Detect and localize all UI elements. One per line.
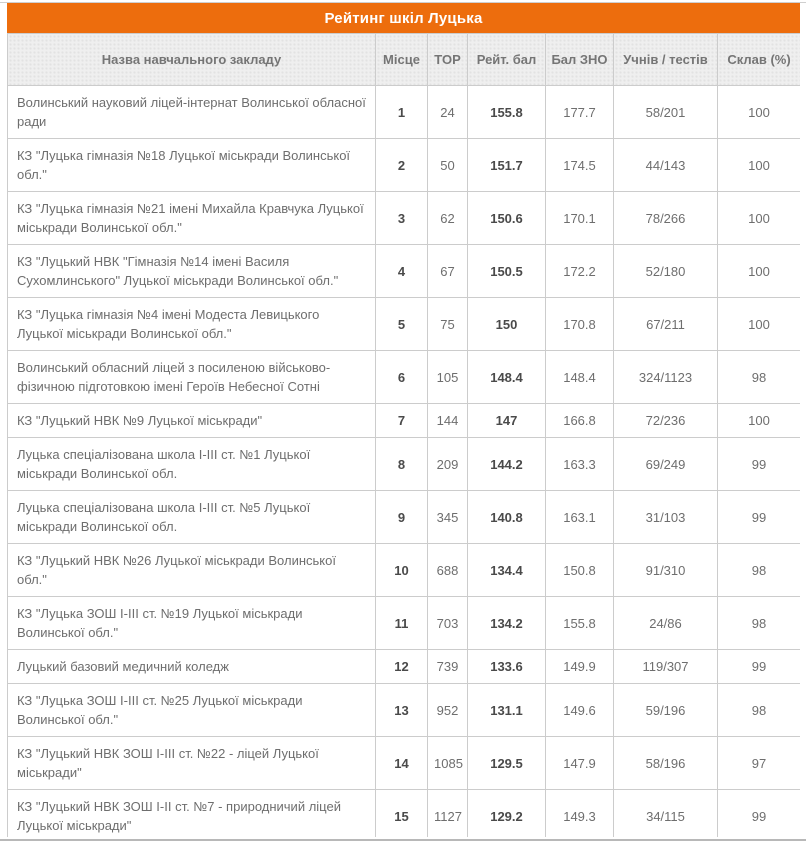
cell-zno: 170.8 <box>546 298 614 351</box>
cell-name: КЗ "Луцька ЗОШ I-III ст. №25 Луцької міськради Волинської обл." <box>8 684 376 737</box>
cell-name: КЗ "Луцька гімназія №4 імені Модеста Левицького Луцької міськради Волинської обл." <box>8 298 376 351</box>
cell-students: 91/310 <box>614 544 718 597</box>
cell-passed: 99 <box>718 650 801 684</box>
cell-rating: 155.8 <box>468 86 546 139</box>
column-header-zno: Бал ЗНО <box>546 34 614 86</box>
cell-rating: 150.6 <box>468 192 546 245</box>
cell-passed: 100 <box>718 86 801 139</box>
table-row <box>8 404 801 438</box>
cell-top: 50 <box>428 139 468 192</box>
cell-students: 119/307 <box>614 650 718 684</box>
table-row <box>8 245 801 298</box>
cell-students: 59/196 <box>614 684 718 737</box>
cell-students: 72/236 <box>614 404 718 438</box>
cell-place: 1 <box>376 86 428 139</box>
cell-zno: 149.9 <box>546 650 614 684</box>
cell-zno: 163.3 <box>546 438 614 491</box>
cell-place: 4 <box>376 245 428 298</box>
cell-top: 75 <box>428 298 468 351</box>
cell-rating: 150 <box>468 298 546 351</box>
ranking-table-container <box>7 3 800 837</box>
cell-top: 24 <box>428 86 468 139</box>
table-row <box>8 684 801 737</box>
cell-zno: 155.8 <box>546 597 614 650</box>
table-row <box>8 491 801 544</box>
table-row <box>8 544 801 597</box>
cell-top: 1085 <box>428 737 468 790</box>
cell-passed: 100 <box>718 298 801 351</box>
cell-top: 144 <box>428 404 468 438</box>
cell-place: 8 <box>376 438 428 491</box>
cell-place: 10 <box>376 544 428 597</box>
column-header-passed: Склав (%) <box>718 34 801 86</box>
table-row <box>8 192 801 245</box>
cell-students: 67/211 <box>614 298 718 351</box>
cell-name: КЗ "Луцький НВК ЗОШ I-II ст. №7 - природничий ліцей Луцької міськради" <box>8 790 376 838</box>
header-row <box>8 34 801 86</box>
cell-name: КЗ "Луцька гімназія №21 імені Михайла Кравчука Луцької міськради Волинської обл." <box>8 192 376 245</box>
cell-name: КЗ "Луцький НВК ЗОШ I-III ст. №22 - ліцей Луцької міськради" <box>8 737 376 790</box>
cell-place: 15 <box>376 790 428 838</box>
table-row <box>8 351 801 404</box>
cell-place: 2 <box>376 139 428 192</box>
cell-passed: 100 <box>718 192 801 245</box>
cell-name: КЗ "Луцька ЗОШ I-III ст. №19 Луцької міськради Волинської обл." <box>8 597 376 650</box>
table-row <box>8 650 801 684</box>
cell-students: 69/249 <box>614 438 718 491</box>
cell-rating: 150.5 <box>468 245 546 298</box>
cell-students: 58/196 <box>614 737 718 790</box>
cell-name: КЗ "Луцький НВК №26 Луцької міськради Волинської обл." <box>8 544 376 597</box>
cell-passed: 98 <box>718 597 801 650</box>
cell-passed: 98 <box>718 684 801 737</box>
cell-name: Луцький базовий медичний коледж <box>8 650 376 684</box>
cell-name: Луцька спеціалізована школа I-III ст. №5 Луцької міськради Волинської обл. <box>8 491 376 544</box>
cell-zno: 170.1 <box>546 192 614 245</box>
cell-passed: 98 <box>718 544 801 597</box>
cell-zno: 149.6 <box>546 684 614 737</box>
cell-name: КЗ "Луцький НВК "Гімназія №14 імені Василя Сухомлинського" Луцької міськради Волинської обл." <box>8 245 376 298</box>
cell-top: 105 <box>428 351 468 404</box>
cell-place: 12 <box>376 650 428 684</box>
cell-place: 9 <box>376 491 428 544</box>
table-row <box>8 298 801 351</box>
cell-name: Волинський науковий ліцей-інтернат Волинської обласної ради <box>8 86 376 139</box>
column-header-top: TOP <box>428 34 468 86</box>
table-row <box>8 438 801 491</box>
table-row <box>8 86 801 139</box>
cell-passed: 99 <box>718 491 801 544</box>
cell-zno: 174.5 <box>546 139 614 192</box>
page-bottom-divider <box>0 839 806 841</box>
cell-top: 739 <box>428 650 468 684</box>
cell-passed: 97 <box>718 737 801 790</box>
cell-students: 44/143 <box>614 139 718 192</box>
table-row <box>8 737 801 790</box>
cell-rating: 140.8 <box>468 491 546 544</box>
cell-place: 7 <box>376 404 428 438</box>
cell-rating: 134.2 <box>468 597 546 650</box>
table-title: Рейтинг шкіл Луцька <box>7 3 800 33</box>
cell-place: 14 <box>376 737 428 790</box>
cell-passed: 100 <box>718 245 801 298</box>
cell-rating: 144.2 <box>468 438 546 491</box>
cell-name: Луцька спеціалізована школа I-III ст. №1 Луцької міськради Волинської обл. <box>8 438 376 491</box>
cell-top: 345 <box>428 491 468 544</box>
cell-top: 1127 <box>428 790 468 838</box>
cell-rating: 134.4 <box>468 544 546 597</box>
column-header-name: Назва навчального закладу <box>8 34 376 86</box>
cell-students: 34/115 <box>614 790 718 838</box>
cell-place: 5 <box>376 298 428 351</box>
table-body <box>8 86 801 838</box>
table-row <box>8 790 801 838</box>
cell-zno: 177.7 <box>546 86 614 139</box>
cell-passed: 100 <box>718 139 801 192</box>
cell-rating: 129.2 <box>468 790 546 838</box>
cell-rating: 151.7 <box>468 139 546 192</box>
cell-zno: 172.2 <box>546 245 614 298</box>
cell-top: 209 <box>428 438 468 491</box>
cell-passed: 100 <box>718 404 801 438</box>
cell-students: 24/86 <box>614 597 718 650</box>
cell-name: КЗ "Луцький НВК №9 Луцької міськради" <box>8 404 376 438</box>
cell-place: 3 <box>376 192 428 245</box>
cell-rating: 131.1 <box>468 684 546 737</box>
cell-place: 6 <box>376 351 428 404</box>
cell-top: 688 <box>428 544 468 597</box>
cell-students: 58/201 <box>614 86 718 139</box>
cell-rating: 129.5 <box>468 737 546 790</box>
cell-zno: 163.1 <box>546 491 614 544</box>
cell-students: 78/266 <box>614 192 718 245</box>
cell-passed: 99 <box>718 790 801 838</box>
schools-ranking-table <box>7 33 800 837</box>
cell-students: 31/103 <box>614 491 718 544</box>
column-header-students: Учнів / тестів <box>614 34 718 86</box>
cell-name: Волинський обласний ліцей з посиленою військово-фізичною підготовкою імені Героїв Небесної Сотні <box>8 351 376 404</box>
table-row <box>8 139 801 192</box>
cell-rating: 133.6 <box>468 650 546 684</box>
cell-zno: 147.9 <box>546 737 614 790</box>
cell-students: 324/1123 <box>614 351 718 404</box>
cell-passed: 99 <box>718 438 801 491</box>
cell-place: 13 <box>376 684 428 737</box>
cell-top: 67 <box>428 245 468 298</box>
cell-zno: 148.4 <box>546 351 614 404</box>
cell-name: КЗ "Луцька гімназія №18 Луцької міськради Волинської обл." <box>8 139 376 192</box>
cell-rating: 147 <box>468 404 546 438</box>
cell-passed: 98 <box>718 351 801 404</box>
cell-zno: 149.3 <box>546 790 614 838</box>
cell-top: 62 <box>428 192 468 245</box>
column-header-rating: Рейт. бал <box>468 34 546 86</box>
cell-top: 703 <box>428 597 468 650</box>
cell-zno: 150.8 <box>546 544 614 597</box>
cell-zno: 166.8 <box>546 404 614 438</box>
cell-rating: 148.4 <box>468 351 546 404</box>
cell-top: 952 <box>428 684 468 737</box>
column-header-place: Місце <box>376 34 428 86</box>
cell-place: 11 <box>376 597 428 650</box>
cell-students: 52/180 <box>614 245 718 298</box>
table-row <box>8 597 801 650</box>
